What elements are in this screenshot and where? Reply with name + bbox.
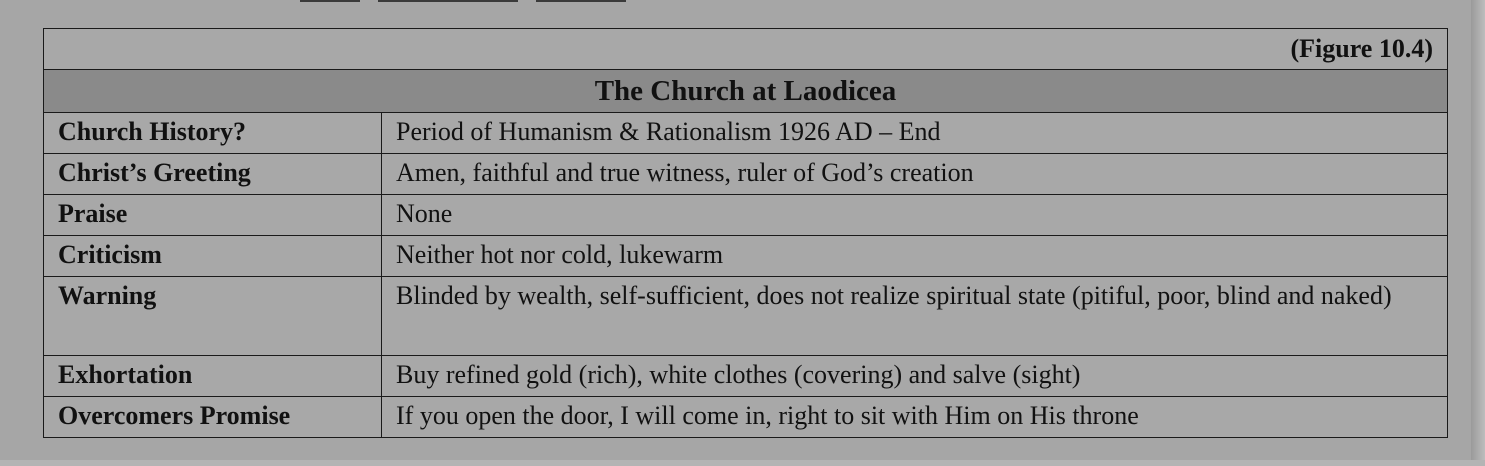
row-value: Neither hot nor cold, lukewarm [382,236,1448,277]
table-title: The Church at Laodicea [44,70,1448,113]
row-value: None [382,195,1448,236]
figure-label: (Figure 10.4) [44,29,1448,70]
cropped-text-above [300,0,720,4]
row-label: Warning [44,277,382,356]
row-label: Overcomers Promise [44,397,382,438]
church-table [43,28,1448,438]
row-label: Christ’s Greeting [44,154,382,195]
table-row [44,277,1448,356]
table-row [44,113,1448,154]
page-bottom-edge [0,460,1485,466]
figure-label-row [44,29,1448,70]
row-label: Church History? [44,113,382,154]
table-row [44,154,1448,195]
row-value: Period of Humanism & Rationalism 1926 AD – End [382,113,1448,154]
page-edge-shadow [1471,0,1485,466]
table-row [44,195,1448,236]
row-value: Blinded by wealth, self-sufficient, does not realize spiritual state (pitiful, poor, blind and naked) [382,277,1448,356]
row-value: Buy refined gold (rich), white clothes (covering) and salve (sight) [382,356,1448,397]
table-row [44,236,1448,277]
row-label: Criticism [44,236,382,277]
row-value: If you open the door, I will come in, right to sit with Him on His throne [382,397,1448,438]
row-label: Praise [44,195,382,236]
row-value: Amen, faithful and true witness, ruler of God’s creation [382,154,1448,195]
table-title-row [44,70,1448,113]
table-row [44,356,1448,397]
table-row [44,397,1448,438]
row-label: Exhortation [44,356,382,397]
